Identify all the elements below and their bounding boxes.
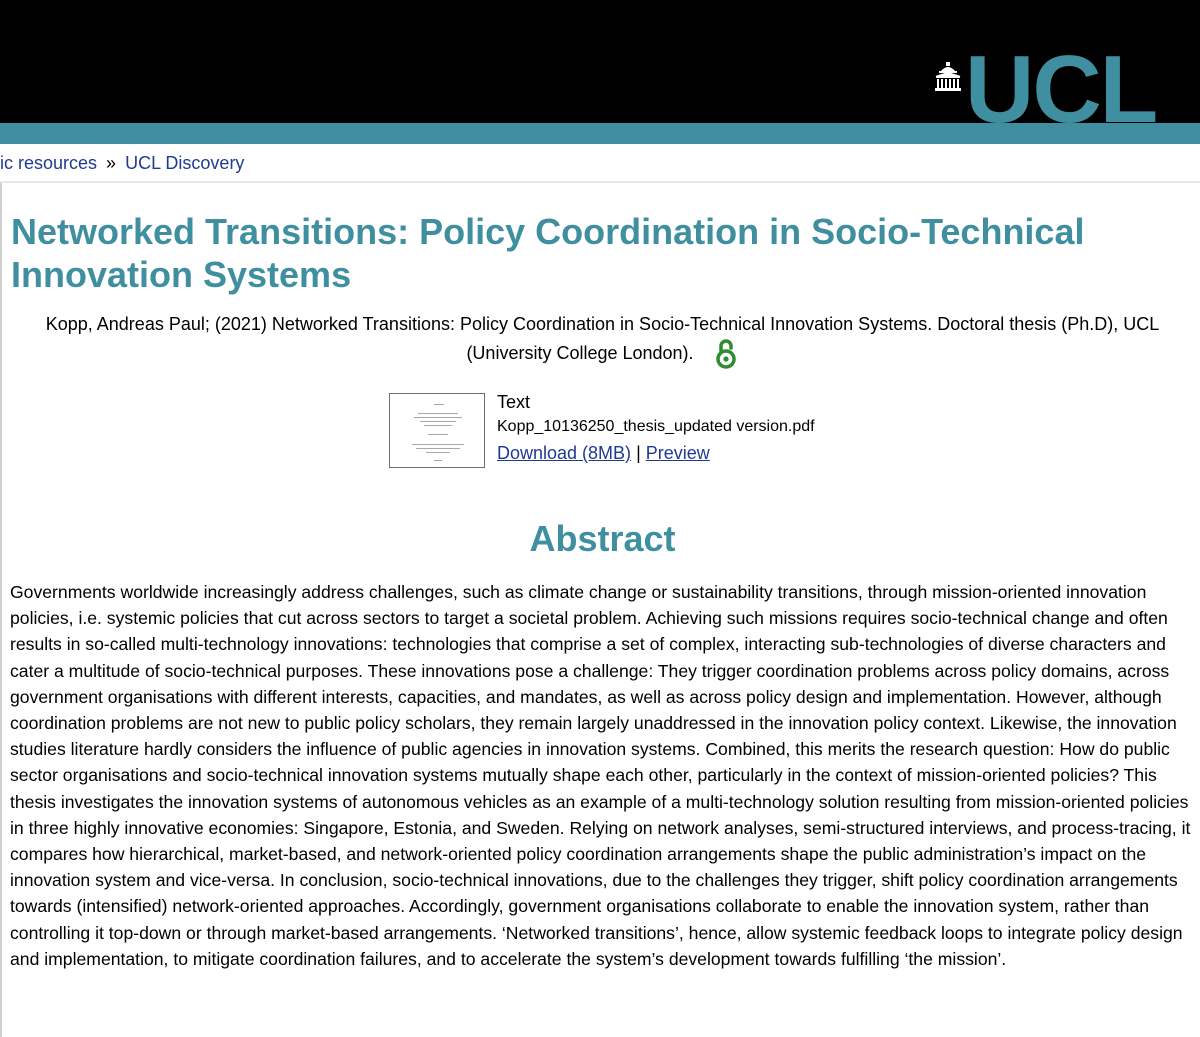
breadcrumb	[0, 150, 244, 176]
citation-text: Kopp, Andreas Paul; (2021) Networked Transitions: Policy Coordination in Socio-Technical Innovation Systems. Doctoral thesis (Ph.D), UCL (University College London).	[45, 314, 1160, 363]
breadcrumb-divider	[0, 181, 1200, 183]
ucl-logo[interactable]	[933, 36, 1173, 143]
breadcrumb-link-ucl-discovery[interactable]: UCL Discovery	[125, 153, 245, 173]
ucl-logo-text: UCL	[965, 36, 1157, 143]
breadcrumb-link-resources[interactable]: ic resources	[0, 153, 98, 173]
document-links	[497, 440, 710, 466]
link-separator: |	[636, 443, 641, 463]
citation	[10, 310, 1195, 370]
document-block	[389, 389, 849, 471]
ucl-portico-icon	[933, 62, 963, 92]
download-link[interactable]: Download (8MB)	[497, 443, 632, 463]
document-type: Text	[497, 392, 531, 412]
page-title: Networked Transitions: Policy Coordination in Socio-Technical Innovation Systems	[11, 211, 1085, 295]
content-left-border	[0, 183, 2, 1037]
preview-link[interactable]: Preview	[645, 443, 710, 463]
abstract-heading: Abstract	[529, 518, 676, 559]
abstract-text: Governments worldwide increasingly address challenges, such as climate change or sustainability transitions, through mission-oriented innovation policies, i.e. systemic policies that cut across sectors to target a societal problem. Achieving such missions requires socio-technical change and often results in so-called multi-technology innovations: technologies that comprise a set of complex, interacting sub-technologies of diverse characters and cater a multitude of socio-technical purposes. These innovations pose a challenge: They trigger coordination problems across policy domains, across government organisations with different interests, capacities, and mandates, as well as across policy design and implementation. However, although coordination problems are not new to public policy scholars, they remain largely unaddressed in the innovation policy context. Likewise, the innovation studies literature hardly considers the influence of public agencies in innovation systems. Combined, this merits the research question: How do public sector organisations and socio-technical innovation systems mutually shape each other, particularly in the context of mission-oriented policies? This thesis investigates the innovation systems of autonomous vehicles as an example of a multi-technology solution resulting from mission-oriented policies in three highly innovative economies: Singapore, Estonia, and Sweden. Relying on network analyses, semi-structured interviews, and process-tracing, it compares how hierarchical, market-based, and network-oriented policy coordination arrangements shape the public administration’s impact on the innovation system and vice-versa. In conclusion, socio-technical innovations, due to the challenges they trigger, shift policy coordination arrangements towards (intensified) network-oriented approaches. Accordingly, government organisations collaborate to enable the innovation system, rather than controlling it top-down or through market-based arrangements. ‘Networked transitions’, hence, allow systemic feedback loops to integrate policy design and implementation, to mitigate coordination failures, and to accelerate the system’s development towards fulfilling ‘the mission’.	[10, 582, 1191, 969]
document-filename: Kopp_10136250_thesis_updated version.pdf	[497, 418, 815, 435]
breadcrumb-separator: »	[106, 153, 117, 173]
open-access-icon	[713, 338, 739, 370]
pdf-thumbnail[interactable]	[389, 393, 485, 468]
